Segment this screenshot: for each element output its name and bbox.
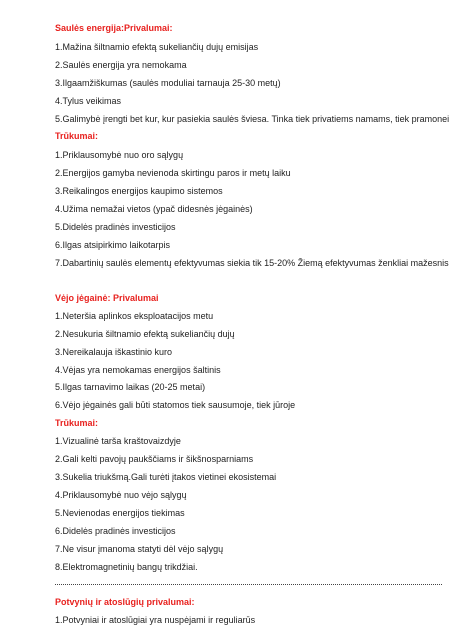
wind-cons-heading: Trūkumai: <box>55 418 99 428</box>
solar-cons-heading: Trūkumai: <box>55 131 99 141</box>
list-item: 5.Nevienodas energijos tiekimas <box>55 508 185 518</box>
list-item: 7.Ne visur įmanoma statyti dėl vėjo sąlygų <box>55 544 224 554</box>
tidal-pros-heading: Potvynių ir atoslūgių privalumai: <box>55 597 195 607</box>
list-item: 3.Reikalingos energijos kaupimo sistemos <box>55 186 223 196</box>
list-item: 4.Priklausomybė nuo vėjo sąlygų <box>55 490 187 500</box>
list-item: 4.Užima nemažai vietos (ypač didesnės jėgainės) <box>55 204 253 214</box>
list-item: 3.Sukelia triukšmą.Gali turėti įtakos vietinei ekosistemai <box>55 472 277 482</box>
list-item: 6.Ilgas atsipirkimo laikotarpis <box>55 240 171 250</box>
list-item: 3.Ilgaamžiškumas (saulės moduliai tarnauja 25-30 metų) <box>55 78 281 88</box>
list-item: 5.Ilgas tarnavimo laikas (20-25 metai) <box>55 382 206 392</box>
solar-pros-heading: Saulės energija:Privalumai: <box>55 23 173 33</box>
list-item: 4.Vėjas yra nemokamas energijos šaltinis <box>55 365 221 375</box>
list-item: 1.Vizualinė tarša kraštovaizdyje <box>55 436 181 446</box>
list-item: 1.Potvyniai ir atoslūgiai yra nuspėjami ir reguliarūs <box>55 615 256 625</box>
list-item: 1.Priklausomybė nuo oro sąlygų <box>55 150 184 160</box>
list-item: 2.Energijos gamyba nevienoda skirtingu paros ir metų laiku <box>55 168 291 178</box>
list-item: 6.Vėjo jėgainės gali būti statomos tiek sausumoje, tiek jūroje <box>55 400 296 410</box>
list-item: 5.Didelės pradinės investicijos <box>55 222 176 232</box>
list-item: 1.Mažina šiltnamio efektą sukeliančių dujų emisijas <box>55 42 259 52</box>
list-item: 2.Gali kelti pavojų paukščiams ir šikšnosparniams <box>55 454 254 464</box>
list-item: 4.Tylus veikimas <box>55 96 122 106</box>
wind-pros-heading: Vėjo jėgainė: Privalumai <box>55 293 159 303</box>
list-item: 3.Nereikalauja iškastinio kuro <box>55 347 173 357</box>
list-item: 2.Saulės energija yra nemokama <box>55 60 187 70</box>
list-item: 5.Galimybė įrengti bet kur, kur pasiekia saulės šviesa. Tinka tiek privatiems namams, tiek pramonei <box>55 114 450 124</box>
list-item: 1.Neteršia aplinkos eksploatacijos metu <box>55 311 214 321</box>
dotted-separator <box>55 584 442 585</box>
list-item: 8.Elektromagnetinių bangų trikdžiai. <box>55 562 198 572</box>
list-item: 2.Nesukuria šiltnamio efektą sukeliančių dujų <box>55 329 235 339</box>
list-item: 6.Didelės pradinės investicijos <box>55 526 176 536</box>
list-item: 7.Dabartinių saulės elementų efektyvumas siekia tik 15-20% Žiemą efektyvumas ženkliai mažesnis <box>55 258 449 268</box>
